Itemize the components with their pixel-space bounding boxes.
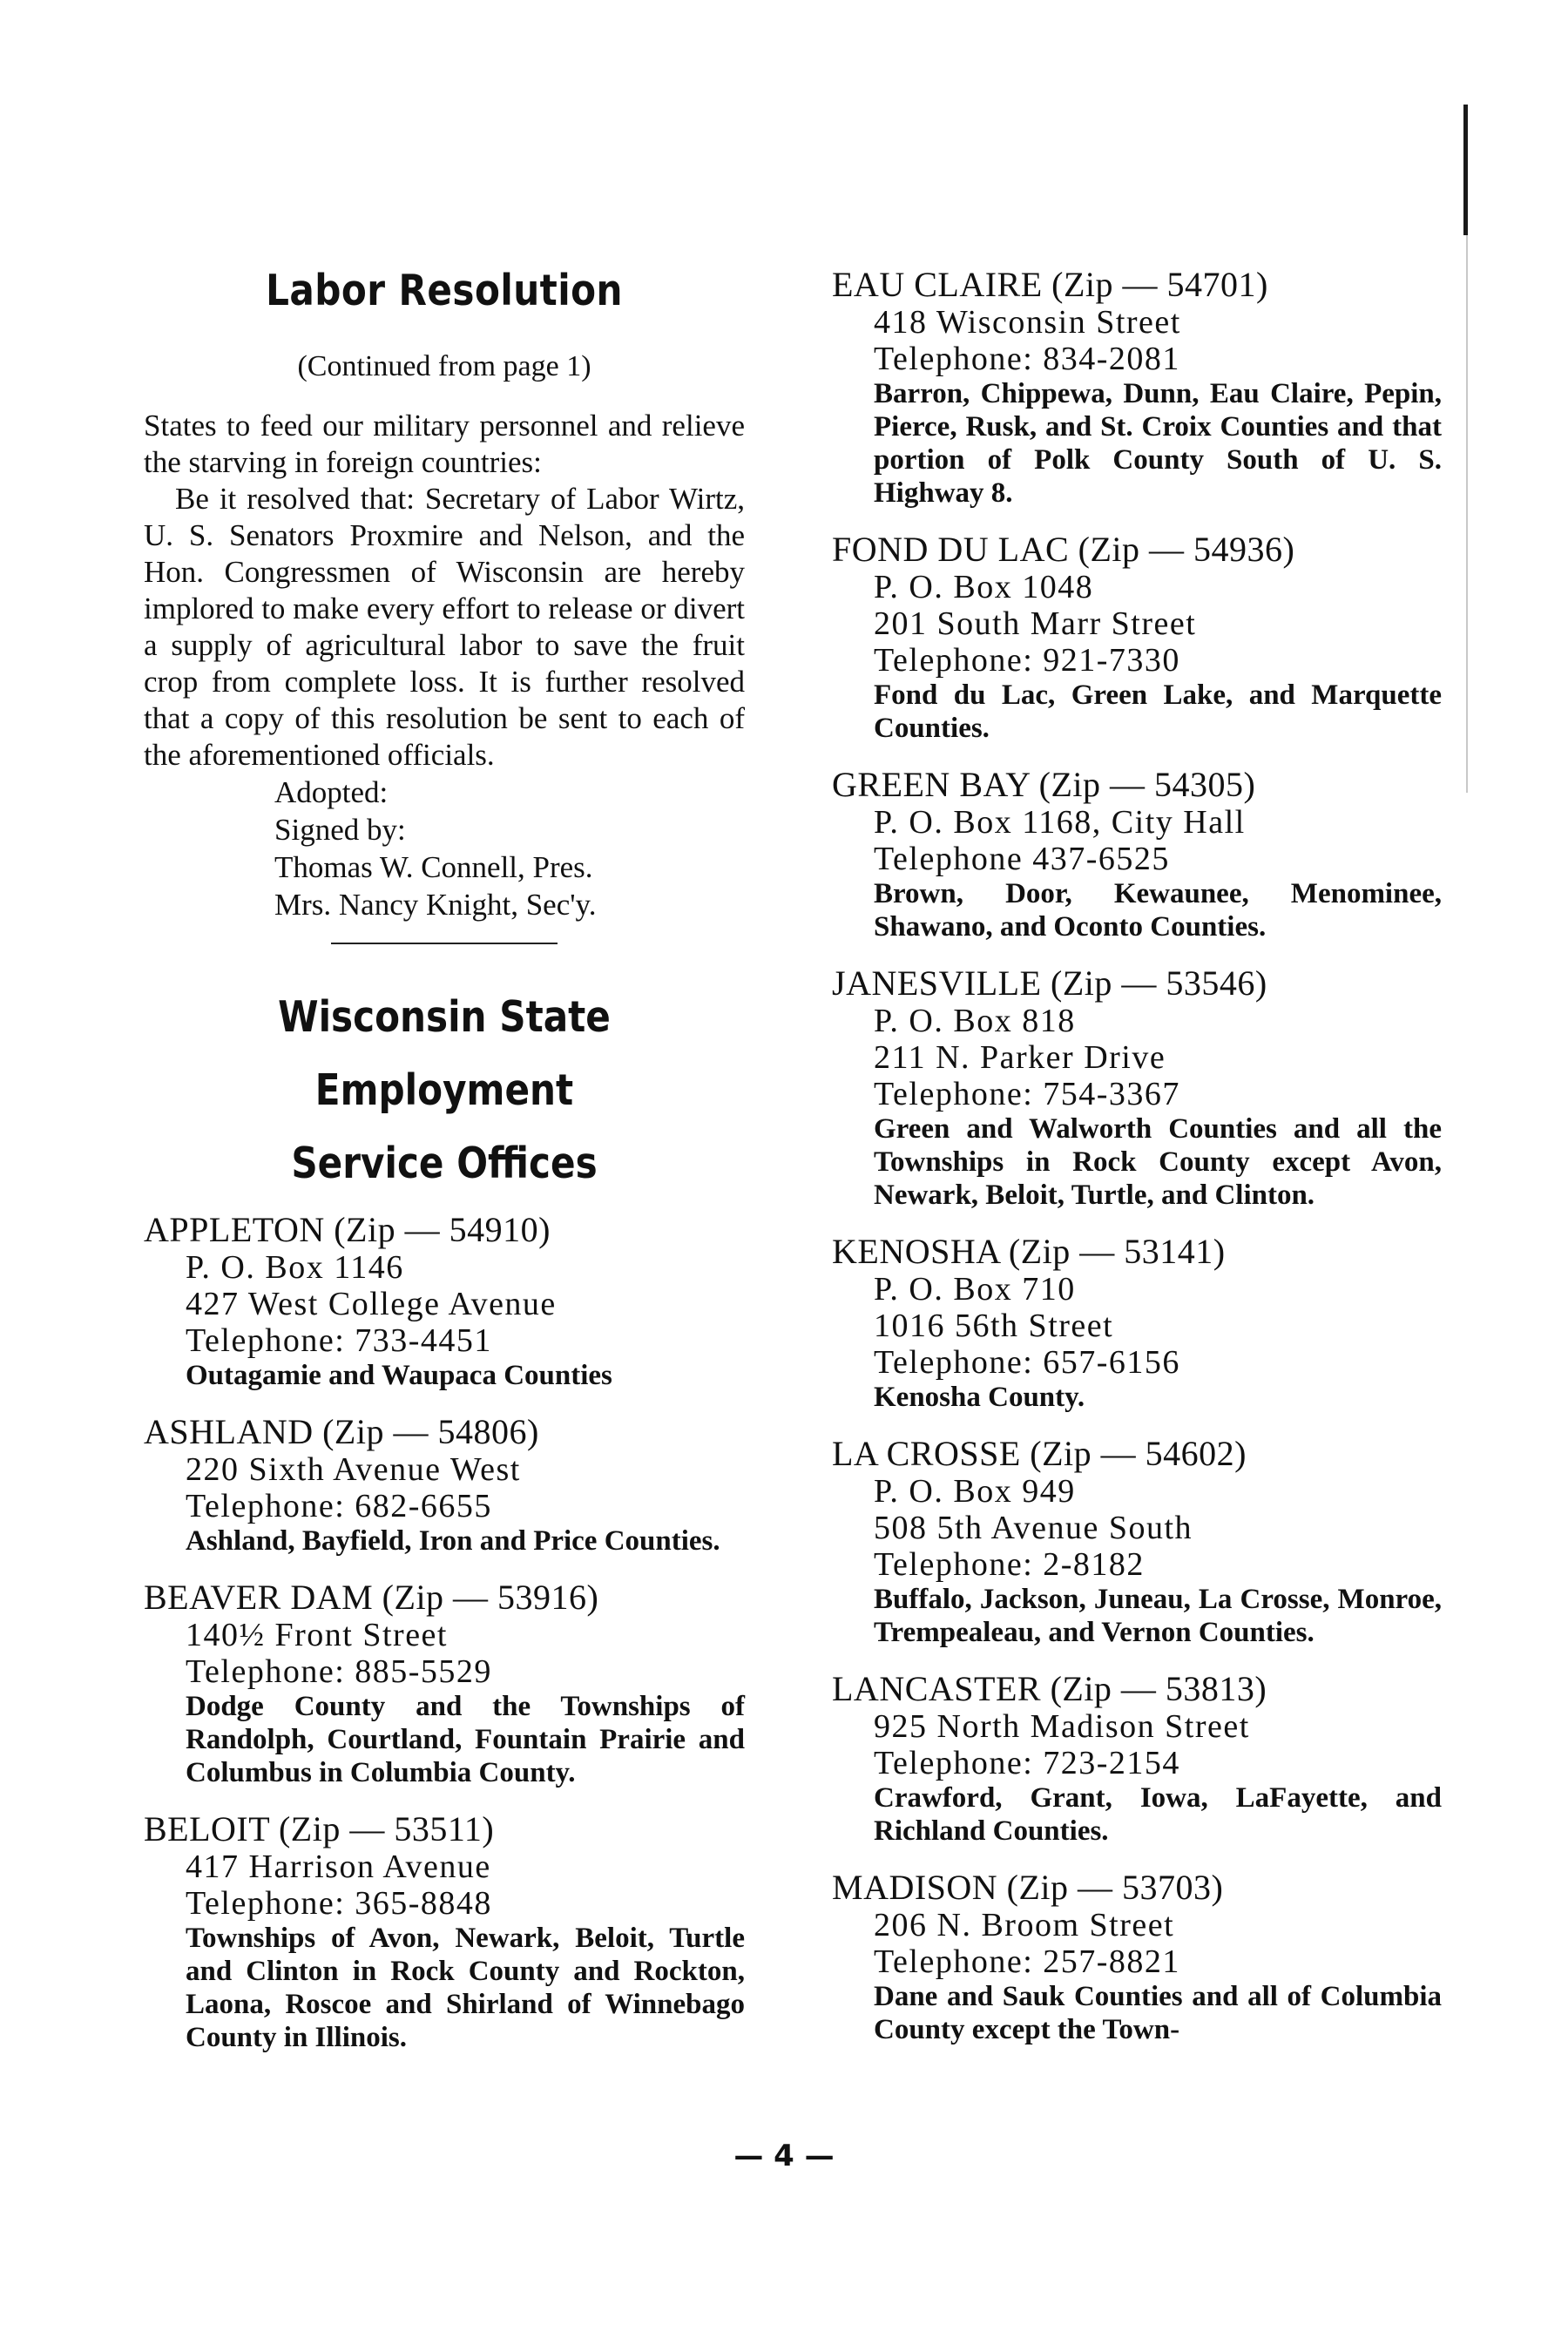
office-counties-served: Dane and Sauk Counties and all of Columbia County except the Town- xyxy=(874,1981,1442,2045)
office-entry xyxy=(832,964,1442,1212)
office-list-left xyxy=(144,1211,745,2054)
continued-note: (Continued from page 1) xyxy=(297,350,591,382)
office-city-heading: LA CROSSE (Zip — 54602) xyxy=(832,1434,1247,1473)
resolution-paragraph-1: States to feed our military personnel and relieve the starving in foreign countries: xyxy=(144,409,745,479)
office-counties-served: Ashland, Bayfield, Iron and Price Counties. xyxy=(186,1525,720,1557)
office-address-line: 925 North Madison Street xyxy=(874,1708,1250,1745)
office-address-line: Telephone: 257-8821 xyxy=(874,1943,1180,1980)
office-counties-served: Outagamie and Waupaca Counties xyxy=(186,1360,612,1391)
office-entry xyxy=(144,1413,745,1558)
office-address-line: Telephone: 834-2081 xyxy=(874,341,1180,377)
office-city-heading: JANESVILLE (Zip — 53546) xyxy=(832,963,1267,1003)
office-address-line: Telephone: 365-8848 xyxy=(186,1885,492,1922)
office-entry xyxy=(144,1578,745,1789)
right-column xyxy=(832,266,1442,2067)
office-address-line: Telephone: 2-8182 xyxy=(874,1546,1145,1583)
signature-line: Adopted: xyxy=(274,775,389,809)
office-city-heading: ASHLAND (Zip — 54806) xyxy=(144,1412,539,1451)
office-address-line: Telephone: 754-3367 xyxy=(874,1076,1180,1112)
office-counties-served: Kenosha County. xyxy=(874,1382,1085,1413)
office-address-line: 201 South Marr Street xyxy=(874,605,1197,642)
office-city-heading: BEAVER DAM (Zip — 53916) xyxy=(144,1578,599,1617)
office-counties-served: Dodge County and the Townships of Randolph, Courtland, Fountain Prairie and Columbus in Columbia County. xyxy=(186,1691,745,1788)
office-entry xyxy=(832,1869,1442,2046)
office-city-heading: KENOSHA (Zip — 53141) xyxy=(832,1232,1226,1271)
office-address-line: 140½ Front Street xyxy=(186,1617,448,1653)
office-address-line: Telephone: 921-7330 xyxy=(874,642,1180,679)
left-column xyxy=(144,266,745,2075)
office-city-heading: FOND DU LAC (Zip — 54936) xyxy=(832,530,1295,569)
scan-edge-shadow xyxy=(1466,235,1468,793)
office-address-line: P. O. Box 1168, City Hall xyxy=(874,804,1246,841)
office-entry xyxy=(832,531,1442,745)
signature-line: Thomas W. Connell, Pres. xyxy=(274,850,593,884)
resolution-paragraph-2: Be it resolved that: Secretary of Labor Wirtz, U. S. Senators Proxmire and Nelson, and the Hon. Congressmen of Wisconsin are hereby implored to make every effort to release or divert a supply of agricultural labor to save the fruit crop from complete loss. It is further resolved that a copy of this resolution be sent to each of the aforementioned officials. xyxy=(144,482,745,772)
office-address-line: P. O. Box 1048 xyxy=(874,569,1094,605)
employment-offices-title-line: Service Offices xyxy=(291,1139,598,1188)
office-city-heading: EAU CLAIRE (Zip — 54701) xyxy=(832,265,1268,304)
office-counties-served: Green and Walworth Counties and all the Townships in Rock County except Avon, Newark, Beloit, Turtle, and Clinton. xyxy=(874,1113,1442,1211)
office-address-line: 418 Wisconsin Street xyxy=(874,304,1181,341)
section-divider xyxy=(331,943,558,944)
scan-edge-mark xyxy=(1463,105,1468,235)
office-counties-served: Fond du Lac, Green Lake, and Marquette Counties. xyxy=(874,679,1442,744)
office-counties-served: Crawford, Grant, Iowa, LaFayette, and Richland Counties. xyxy=(874,1782,1442,1847)
office-entry xyxy=(832,766,1442,943)
office-city-heading: GREEN BAY (Zip — 54305) xyxy=(832,765,1256,804)
office-city-heading: MADISON (Zip — 53703) xyxy=(832,1868,1224,1907)
office-address-line: Telephone: 885-5529 xyxy=(186,1653,492,1690)
office-city-heading: APPLETON (Zip — 54910) xyxy=(144,1210,551,1249)
office-address-line: P. O. Box 818 xyxy=(874,1003,1076,1039)
labor-resolution-title: Labor Resolution xyxy=(266,266,623,315)
office-address-line: Telephone: 723-2154 xyxy=(874,1745,1180,1781)
office-entry xyxy=(832,1435,1442,1649)
office-address-line: Telephone 437-6525 xyxy=(874,841,1170,877)
office-address-line: 427 West College Avenue xyxy=(186,1286,557,1322)
office-address-line: P. O. Box 949 xyxy=(874,1473,1076,1510)
signature-line: Signed by: xyxy=(274,813,406,847)
office-counties-served: Townships of Avon, Newark, Beloit, Turtle and Clinton in Rock County and Rockton, Laona, Roscoe and Shirland of Winnebago County in Illinois. xyxy=(186,1923,745,2053)
office-entry xyxy=(144,1810,745,2054)
office-address-line: 417 Harrison Avenue xyxy=(186,1848,491,1885)
page-number: — 4 — xyxy=(733,2139,835,2173)
employment-offices-title-line: Wisconsin State Employment xyxy=(278,992,611,1115)
office-address-line: 220 Sixth Avenue West xyxy=(186,1451,521,1488)
office-entry xyxy=(832,266,1442,510)
office-address-line: Telephone: 733-4451 xyxy=(186,1322,492,1359)
signature-line: Mrs. Nancy Knight, Sec'y. xyxy=(274,888,597,922)
office-counties-served: Brown, Door, Kewaunee, Menominee, Shawano, and Oconto Counties. xyxy=(874,878,1442,943)
office-entry xyxy=(832,1233,1442,1414)
signature-block xyxy=(144,774,745,923)
office-address-line: 206 N. Broom Street xyxy=(874,1907,1175,1943)
office-address-line: 1016 56th Street xyxy=(874,1308,1114,1344)
office-counties-served: Barron, Chippewa, Dunn, Eau Claire, Pepin, Pierce, Rusk, and St. Croix Counties and that portion of Polk County South of U. S. Highway 8. xyxy=(874,378,1442,509)
office-address-line: 508 5th Avenue South xyxy=(874,1510,1193,1546)
office-entry xyxy=(144,1211,745,1392)
office-entry xyxy=(832,1670,1442,1848)
office-address-line: Telephone: 657-6156 xyxy=(874,1344,1180,1381)
office-address-line: P. O. Box 710 xyxy=(874,1271,1076,1308)
office-city-heading: LANCASTER (Zip — 53813) xyxy=(832,1669,1267,1708)
office-address-line: P. O. Box 1146 xyxy=(186,1249,404,1286)
office-address-line: Telephone: 682-6655 xyxy=(186,1488,492,1524)
office-counties-served: Buffalo, Jackson, Juneau, La Crosse, Monroe, Trempealeau, and Vernon Counties. xyxy=(874,1584,1442,1648)
office-city-heading: BELOIT (Zip — 53511) xyxy=(144,1809,495,1848)
office-list-right xyxy=(832,266,1442,2046)
employment-offices-title xyxy=(186,981,702,1200)
office-address-line: 211 N. Parker Drive xyxy=(874,1039,1166,1076)
